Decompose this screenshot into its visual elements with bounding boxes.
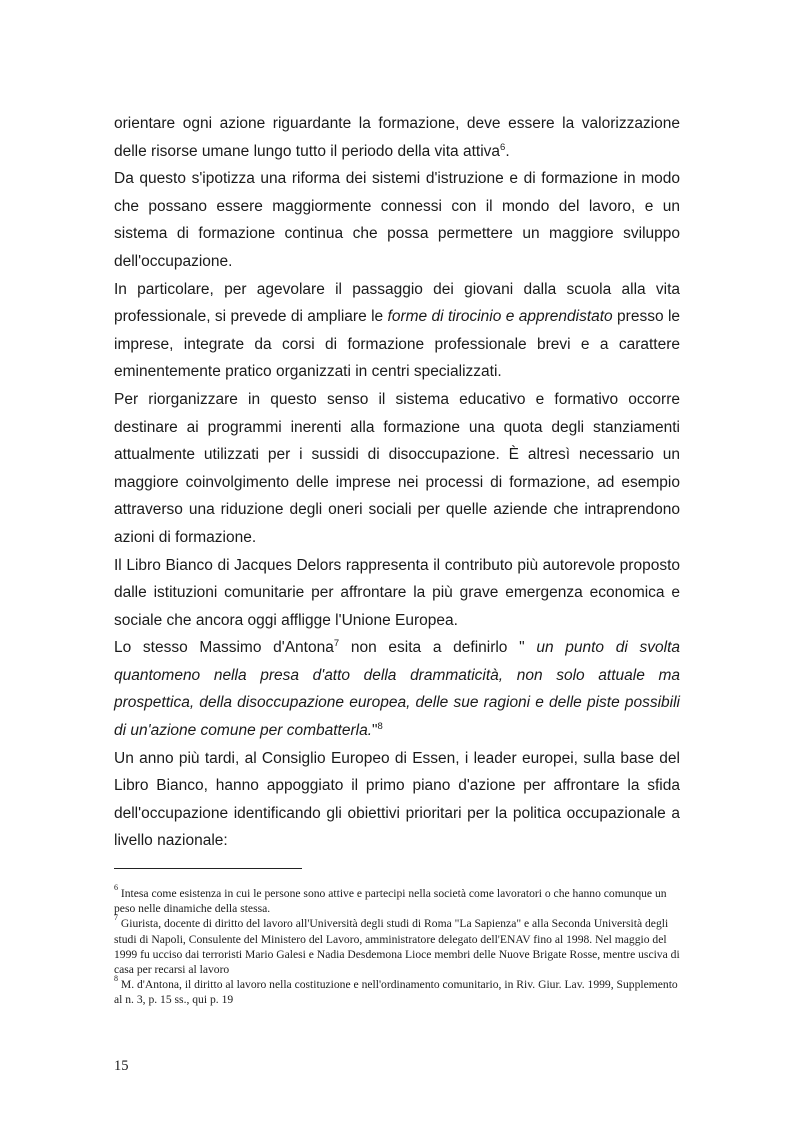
paragraph: Per riorganizzare in questo senso il sistema educativo e formativo occorre destinare ai programmi inerenti alla formazione una quota degli stanziamenti attualmente utilizzati per i sussidi di disoccupazione. È altresì necessario un maggiore coinvolgimento delle imprese nei processi di formazione, ad esempio attraverso una riduzione degli oneri sociali per quelle aziende che intraprendono azioni di formazione.	[114, 390, 680, 546]
footnote-ref[interactable]: 7	[333, 638, 340, 650]
paragraph: Lo stesso Massimo d'Antona$^7$ non esita a definirlo " un punto di svolta quantomeno nella presa d'atto della drammaticità, non solo attuale ma prospettica, della disoccupazione europea, delle sue ragioni e delle piste possibili di un'azione comune per combatterla."$^8$	[114, 638, 680, 740]
footnote-number: 7	[114, 913, 118, 923]
footnote: $^7$ Giurista, docente di diritto del lavoro all'Università degli studi di Roma "La Sapienza" e alla Seconda Università degli studi di Napoli, Consulente del Ministero del Lavoro, amministratore delegato dell'ENAV fino al 1998. Nel maggio del 1999 fu ucciso dai terroristi Mario Galesi e Nadia Desdemona Lioce membri delle Nuove Brigate Rosse, mentre usciva di casa per recarsi al lavoro	[114, 913, 680, 977]
footnote: $^6$ Intesa come esistenza in cui le persone sono attive e partecipi nella società come lavoratori o che hanno comunque un peso nelle dinamiche della stessa.	[114, 883, 667, 916]
footnotes	[114, 883, 682, 1008]
footnote-number: 8	[114, 974, 118, 984]
paragraph: In particolare, per agevolare il passaggio dei giovani dalla scuola alla vita professionale, si prevede di ampliare le forme di tirocinio e apprendistato presso le imprese, integrate da corsi di formazione professionale brevi e a carattere eminentemente pratico organizzati in centri specializzati.	[114, 280, 681, 381]
quotation: un punto di svolta quantomeno nella presa d'atto della drammaticità, non solo attuale ma prospettica, della disoccupazione europea, delle sue ragioni e delle piste possibili di un'azione comune per combatterla.	[114, 639, 680, 740]
footnote-number: 6	[114, 883, 118, 892]
footnote-separator	[114, 868, 302, 869]
emphasis: forme di tirocinio e apprendistato	[387, 308, 613, 326]
paragraph: orientare ogni azione riguardante la formazione, deve essere la valorizzazione delle risorse umane lungo tutto il periodo della vita attiva$^6$.	[114, 115, 680, 160]
footnote-ref[interactable]: 8	[377, 720, 383, 732]
body-text	[114, 110, 680, 855]
paragraph: Il Libro Bianco di Jacques Delors rappresenta il contributo più autorevole proposto dalle istituzioni comunitarie per affrontare la più grave emergenza economica e sociale che ancora oggi affligge l'Unione Europea.	[114, 556, 680, 629]
footnote-ref[interactable]: 6	[500, 141, 506, 153]
paragraph: Un anno più tardi, al Consiglio Europeo di Essen, i leader europei, sulla base del Libro Bianco, hanno appoggiato il primo piano d'azione per affrontare la sfida dell'occupazione identificando gli obiettivi prioritari per la politica occupazionale a livello nazionale:	[114, 749, 680, 850]
paragraph: Da questo s'ipotizza una riforma dei sistemi d'istruzione e di formazione in modo che possano essere maggiormente connessi con il mondo del lavoro, e un sistema di formazione continua che possa permettere un maggiore sviluppo dell'occupazione.	[114, 170, 680, 270]
footnote: $^8$ M. d'Antona, il diritto al lavoro nella costituzione e nell'ordinamento comunitario, in Riv. Giur. Lav. 1999, Supplemento al n. 3, p. 15 ss., qui p. 19	[114, 974, 678, 1007]
page-number: 15	[114, 1058, 129, 1074]
